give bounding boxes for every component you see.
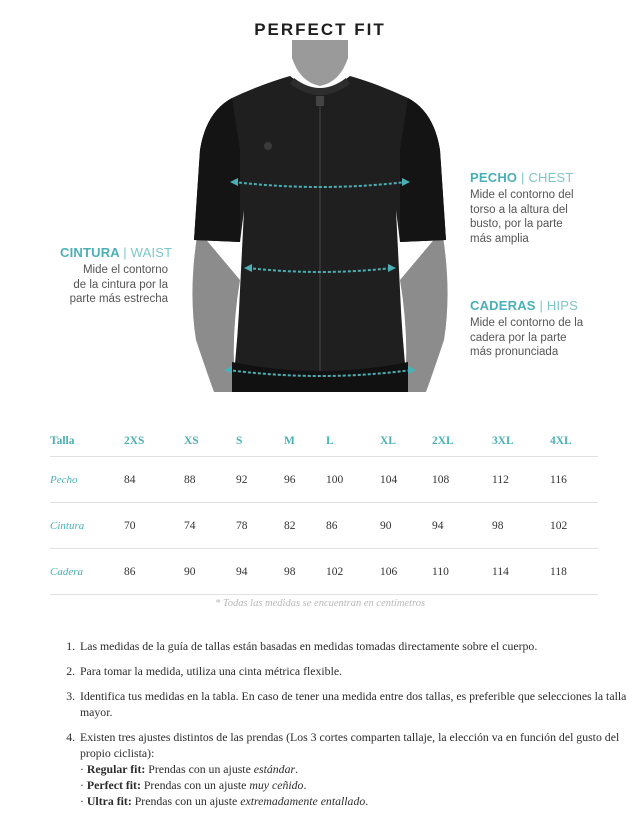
table-cell: 88 [184,473,196,486]
hips-callout [470,298,583,360]
table-cell: 118 [550,565,567,578]
table-cell: 92 [236,473,248,486]
left-sleeve-shape [194,98,240,242]
table-cell: 82 [284,519,296,532]
table-cell: 90 [380,519,392,532]
bullet: · [80,778,84,792]
size-header-cell: 2XS [124,435,145,447]
fit-emphasis: muy ceñido [249,778,304,792]
size-header-cell: 3XL [492,435,514,447]
table-cell: 114 [492,565,509,578]
fit-emphasis: extremadamente entallado [240,794,366,808]
table-cell: 112 [492,473,509,486]
table-cell: 74 [184,519,196,532]
table-row-waist [50,503,598,549]
table-cell: 90 [184,565,196,578]
hips-separator: | [539,298,544,313]
chest-description: Mide el contorno del torso a la altura del busto, por la parte más amplia [470,189,574,245]
bullet: · [80,762,84,776]
size-header-cell: S [236,435,243,447]
waist-heading [60,245,173,260]
table-cell: 70 [124,519,136,532]
table-cell: 108 [432,473,450,486]
size-header-cell: XL [380,435,396,447]
list-item [78,663,638,679]
table-cell: 78 [236,519,248,532]
waist-callout [60,245,173,307]
table-cell: 104 [380,473,398,486]
table-cell: 106 [380,565,398,578]
row-label: Cintura [50,519,85,532]
note-text: Existen tres ajustes distintos de las prendas (Los 3 cortes comparten tallaje, la elección va en función del gusto del propio ciclista): [80,730,620,760]
hips-description: Mide el contorno de la cadera por la parte más pronunciada [470,317,584,358]
waist-label-es: CINTURA [60,245,120,260]
units-footnote: * Todas las medidas se encuentran en centímetros [214,598,426,609]
table-cell: 98 [492,519,504,532]
neck-shape [292,40,348,86]
fit-text: Prendas con un ajuste [134,794,238,808]
jersey-figure [0,40,640,392]
table-row-hips [50,549,598,595]
fit-option-regular [80,761,638,777]
table-cell: 86 [326,519,338,532]
list-item [78,729,638,809]
size-header-cell: XS [184,435,199,447]
right-sleeve-shape [400,98,446,242]
table-cell: 98 [284,565,296,578]
row-label: Pecho [50,473,78,486]
size-header-cell: M [284,435,295,447]
fit-option-ultra [80,793,638,809]
chest-separator: | [521,170,525,185]
note-text: Las medidas de la guía de tallas están basadas en medidas tomadas directamente sobre el cuerpo. [80,639,538,653]
table-cell: 102 [326,565,344,578]
chest-label-en: CHEST [528,170,574,185]
table-cell: 116 [550,473,567,486]
list-item [78,688,638,720]
bullet: · [80,794,84,808]
fit-end: . [295,762,299,776]
table-cell: 100 [326,473,344,486]
chest-callout [470,170,574,246]
list-item [78,638,638,654]
hips-label-en: HIPS [546,298,579,313]
chest-label-es: PECHO [470,170,518,185]
waist-description: Mide el contorno de la cintura por la parte más estrecha [69,264,168,305]
row-label: Cadera [50,565,83,578]
table-row-chest [50,457,598,503]
logo-mark [264,142,272,150]
fit-name: Ultra fit: [86,794,132,808]
waist-separator: | [123,245,127,260]
size-table [50,426,598,595]
table-cell: 94 [236,565,248,578]
table-cell: 94 [432,519,444,532]
page-title: PERFECT FIT [254,20,386,39]
note-text: Identifica tus medidas en la tabla. En caso de tener una medida entre dos tallas, es preferible que selecciones la talla mayor. [80,689,627,719]
instructions-list [40,638,638,818]
size-header-cell: 4XL [550,435,572,447]
fit-emphasis: estándar [253,762,296,776]
table-cell: 86 [124,565,136,578]
hips-label-es: CADERAS [470,298,536,313]
table-cell: 102 [550,519,568,532]
note-text: Para tomar la medida, utiliza una cinta métrica flexible. [80,664,343,678]
waist-label-en: WAIST [130,245,173,260]
fit-name: Perfect fit: [86,778,141,792]
zipper-pull [316,96,324,106]
fit-text: Prendas con un ajuste [148,762,251,776]
hips-heading [470,298,583,313]
size-header-label: Talla [50,435,75,447]
size-header-cell: L [326,435,334,447]
size-header-cell: 2XL [432,435,454,447]
table-cell: 96 [284,473,296,486]
table-cell: 110 [432,565,449,578]
size-header-row [50,426,598,457]
fit-end: . [365,794,369,808]
table-cell: 84 [124,473,136,486]
fit-end: . [303,778,307,792]
fit-text: Prendas con un ajuste [143,778,247,792]
fit-name: Regular fit: [86,762,146,776]
fit-option-perfect [80,777,638,793]
chest-heading [470,170,574,185]
